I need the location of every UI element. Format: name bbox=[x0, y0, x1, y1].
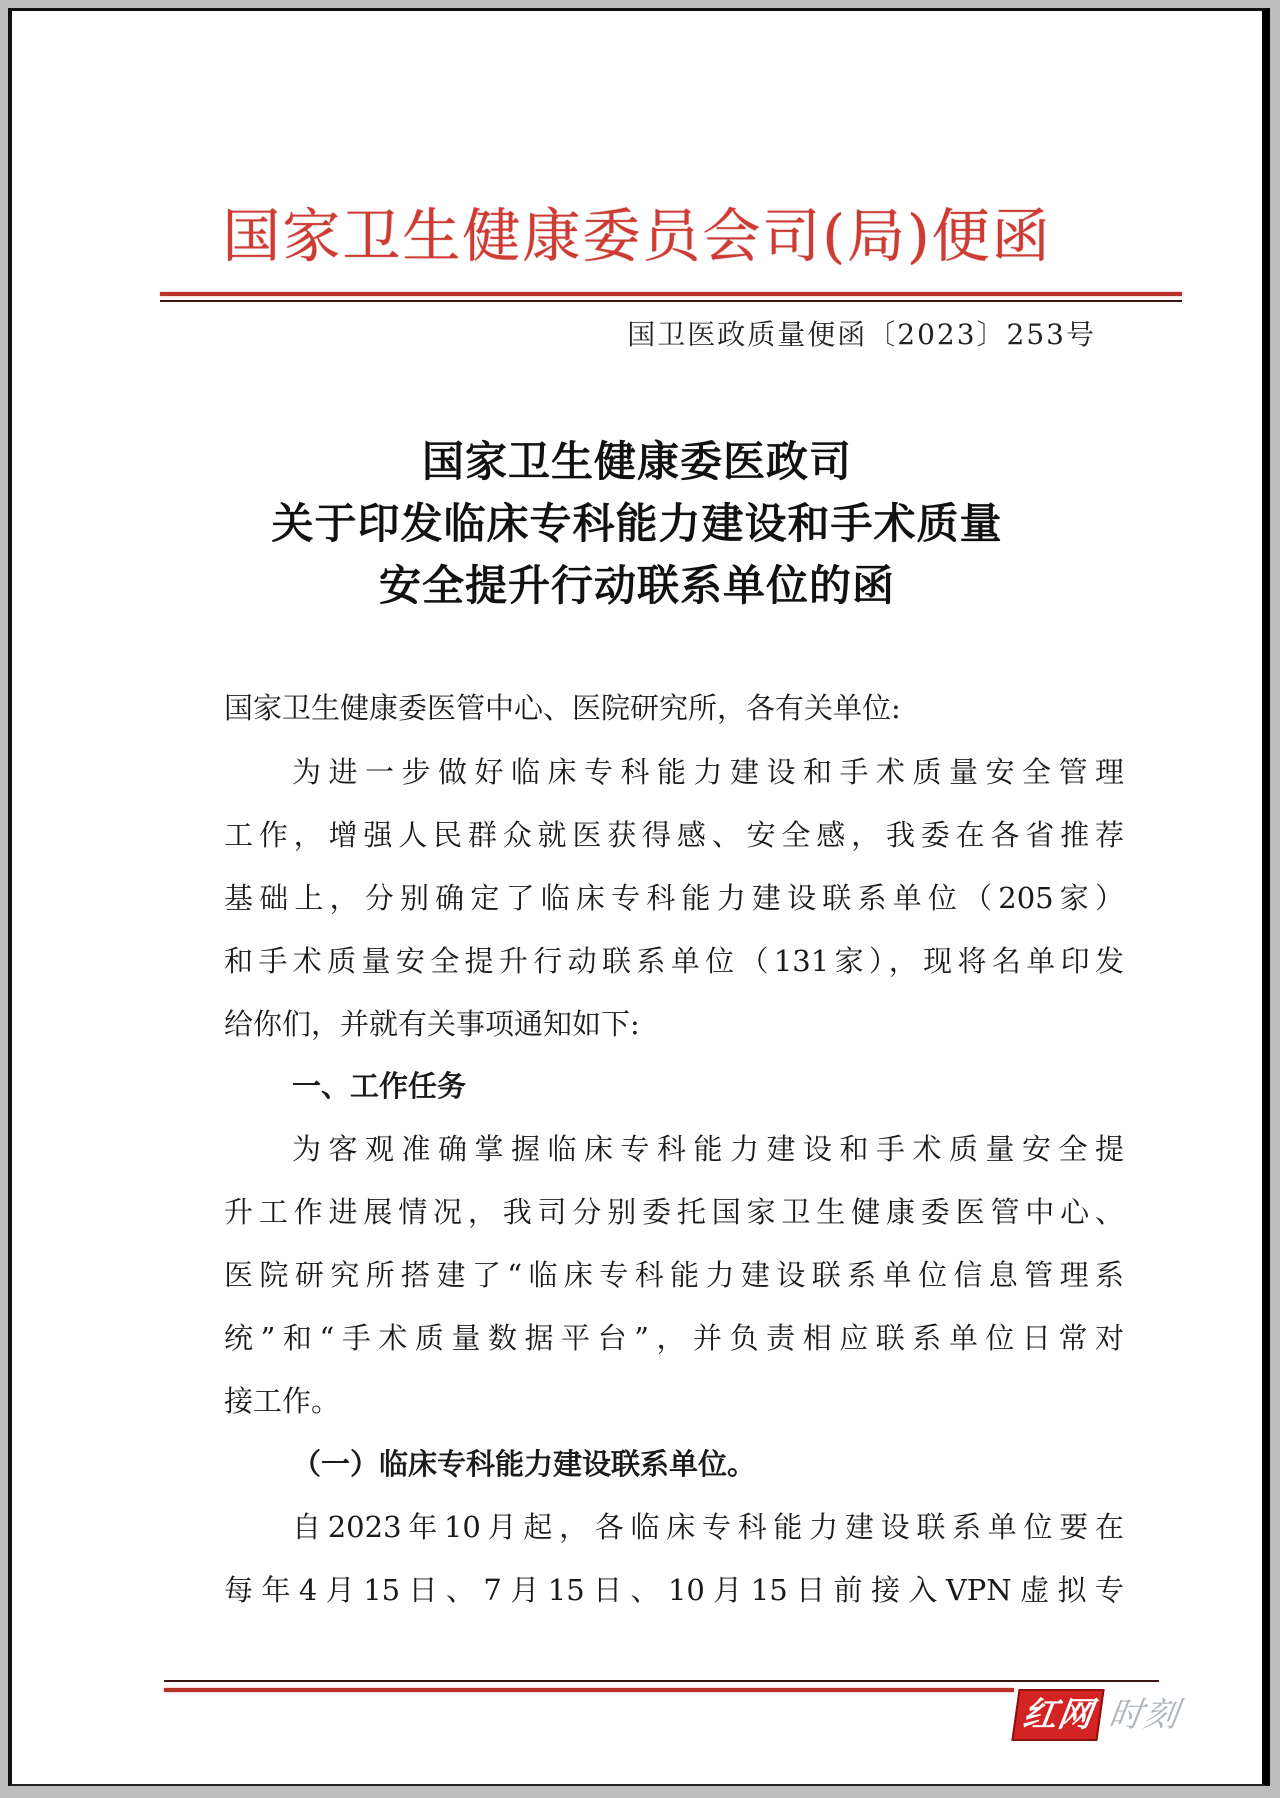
paragraph1-line-4: 和手术质量安全提升行动联系单位（131家），现将名单印发 bbox=[224, 944, 1124, 978]
heading-line-3: 安全提升行动联系单位的函 bbox=[378, 561, 895, 610]
rednet-logo-red: 红网 bbox=[1011, 1689, 1104, 1741]
document-page bbox=[8, 8, 1270, 1786]
rednet-logo-grey: 时刻 bbox=[1106, 1695, 1182, 1735]
paragraph2-line-5: 接工作。 bbox=[224, 1384, 341, 1418]
section-1-title: 一、工作任务 bbox=[292, 1069, 467, 1103]
paragraph2-line-4: 统”和“手术质量数据平台”，并负责相应联系单位日常对 bbox=[224, 1321, 1124, 1355]
rednet-watermark-logo bbox=[1015, 1689, 1182, 1741]
letterhead-red-rule bbox=[160, 292, 1182, 296]
heading-line-1: 国家卫生健康委医政司 bbox=[421, 437, 852, 486]
paragraph2-line-3: 医院研究所搭建了“临床专科能力建设联系单位信息管理系 bbox=[224, 1258, 1124, 1292]
paragraph3-line-2: 每年4月15日、7月15日、10月15日前接入VPN虚拟专 bbox=[224, 1573, 1124, 1607]
paragraph1-line-3: 基础上，分别确定了临床专科能力建设联系单位（205家） bbox=[224, 881, 1124, 915]
addressee-line: 国家卫生健康委医管中心、医院研究所，各有关单位: bbox=[224, 691, 901, 725]
document-number: 国卫医政质量便函〔2023〕253号 bbox=[627, 318, 1096, 351]
paragraph1-line-5: 给你们，并就有关事项通知如下: bbox=[224, 1007, 640, 1041]
paragraph2-line-2: 升工作进展情况，我司分别委托国家卫生健康委医管中心、 bbox=[224, 1195, 1124, 1229]
letterhead-title: 国家卫生健康委员会司(局)便函 bbox=[222, 202, 1052, 270]
paragraph2-line-1: 为客观准确掌握临床专科能力建设和手术质量安全提 bbox=[292, 1132, 1124, 1166]
subsection-1-title: （一）临床专科能力建设联系单位。 bbox=[292, 1447, 757, 1481]
heading-line-2: 关于印发临床专科能力建设和手术质量 bbox=[271, 499, 1003, 548]
paragraph3-line-1: 自2023年10月起，各临床专科能力建设联系单位要在 bbox=[292, 1510, 1124, 1544]
paragraph1-line-1: 为进一步做好临床专科能力建设和手术质量安全管理 bbox=[292, 755, 1124, 789]
letterhead-dark-rule bbox=[160, 300, 1182, 302]
footer-red-rule bbox=[164, 1688, 1014, 1692]
footer-dark-rule bbox=[164, 1680, 1159, 1682]
paragraph1-line-2: 工作，增强人民群众就医获得感、安全感，我委在各省推荐 bbox=[224, 818, 1124, 852]
